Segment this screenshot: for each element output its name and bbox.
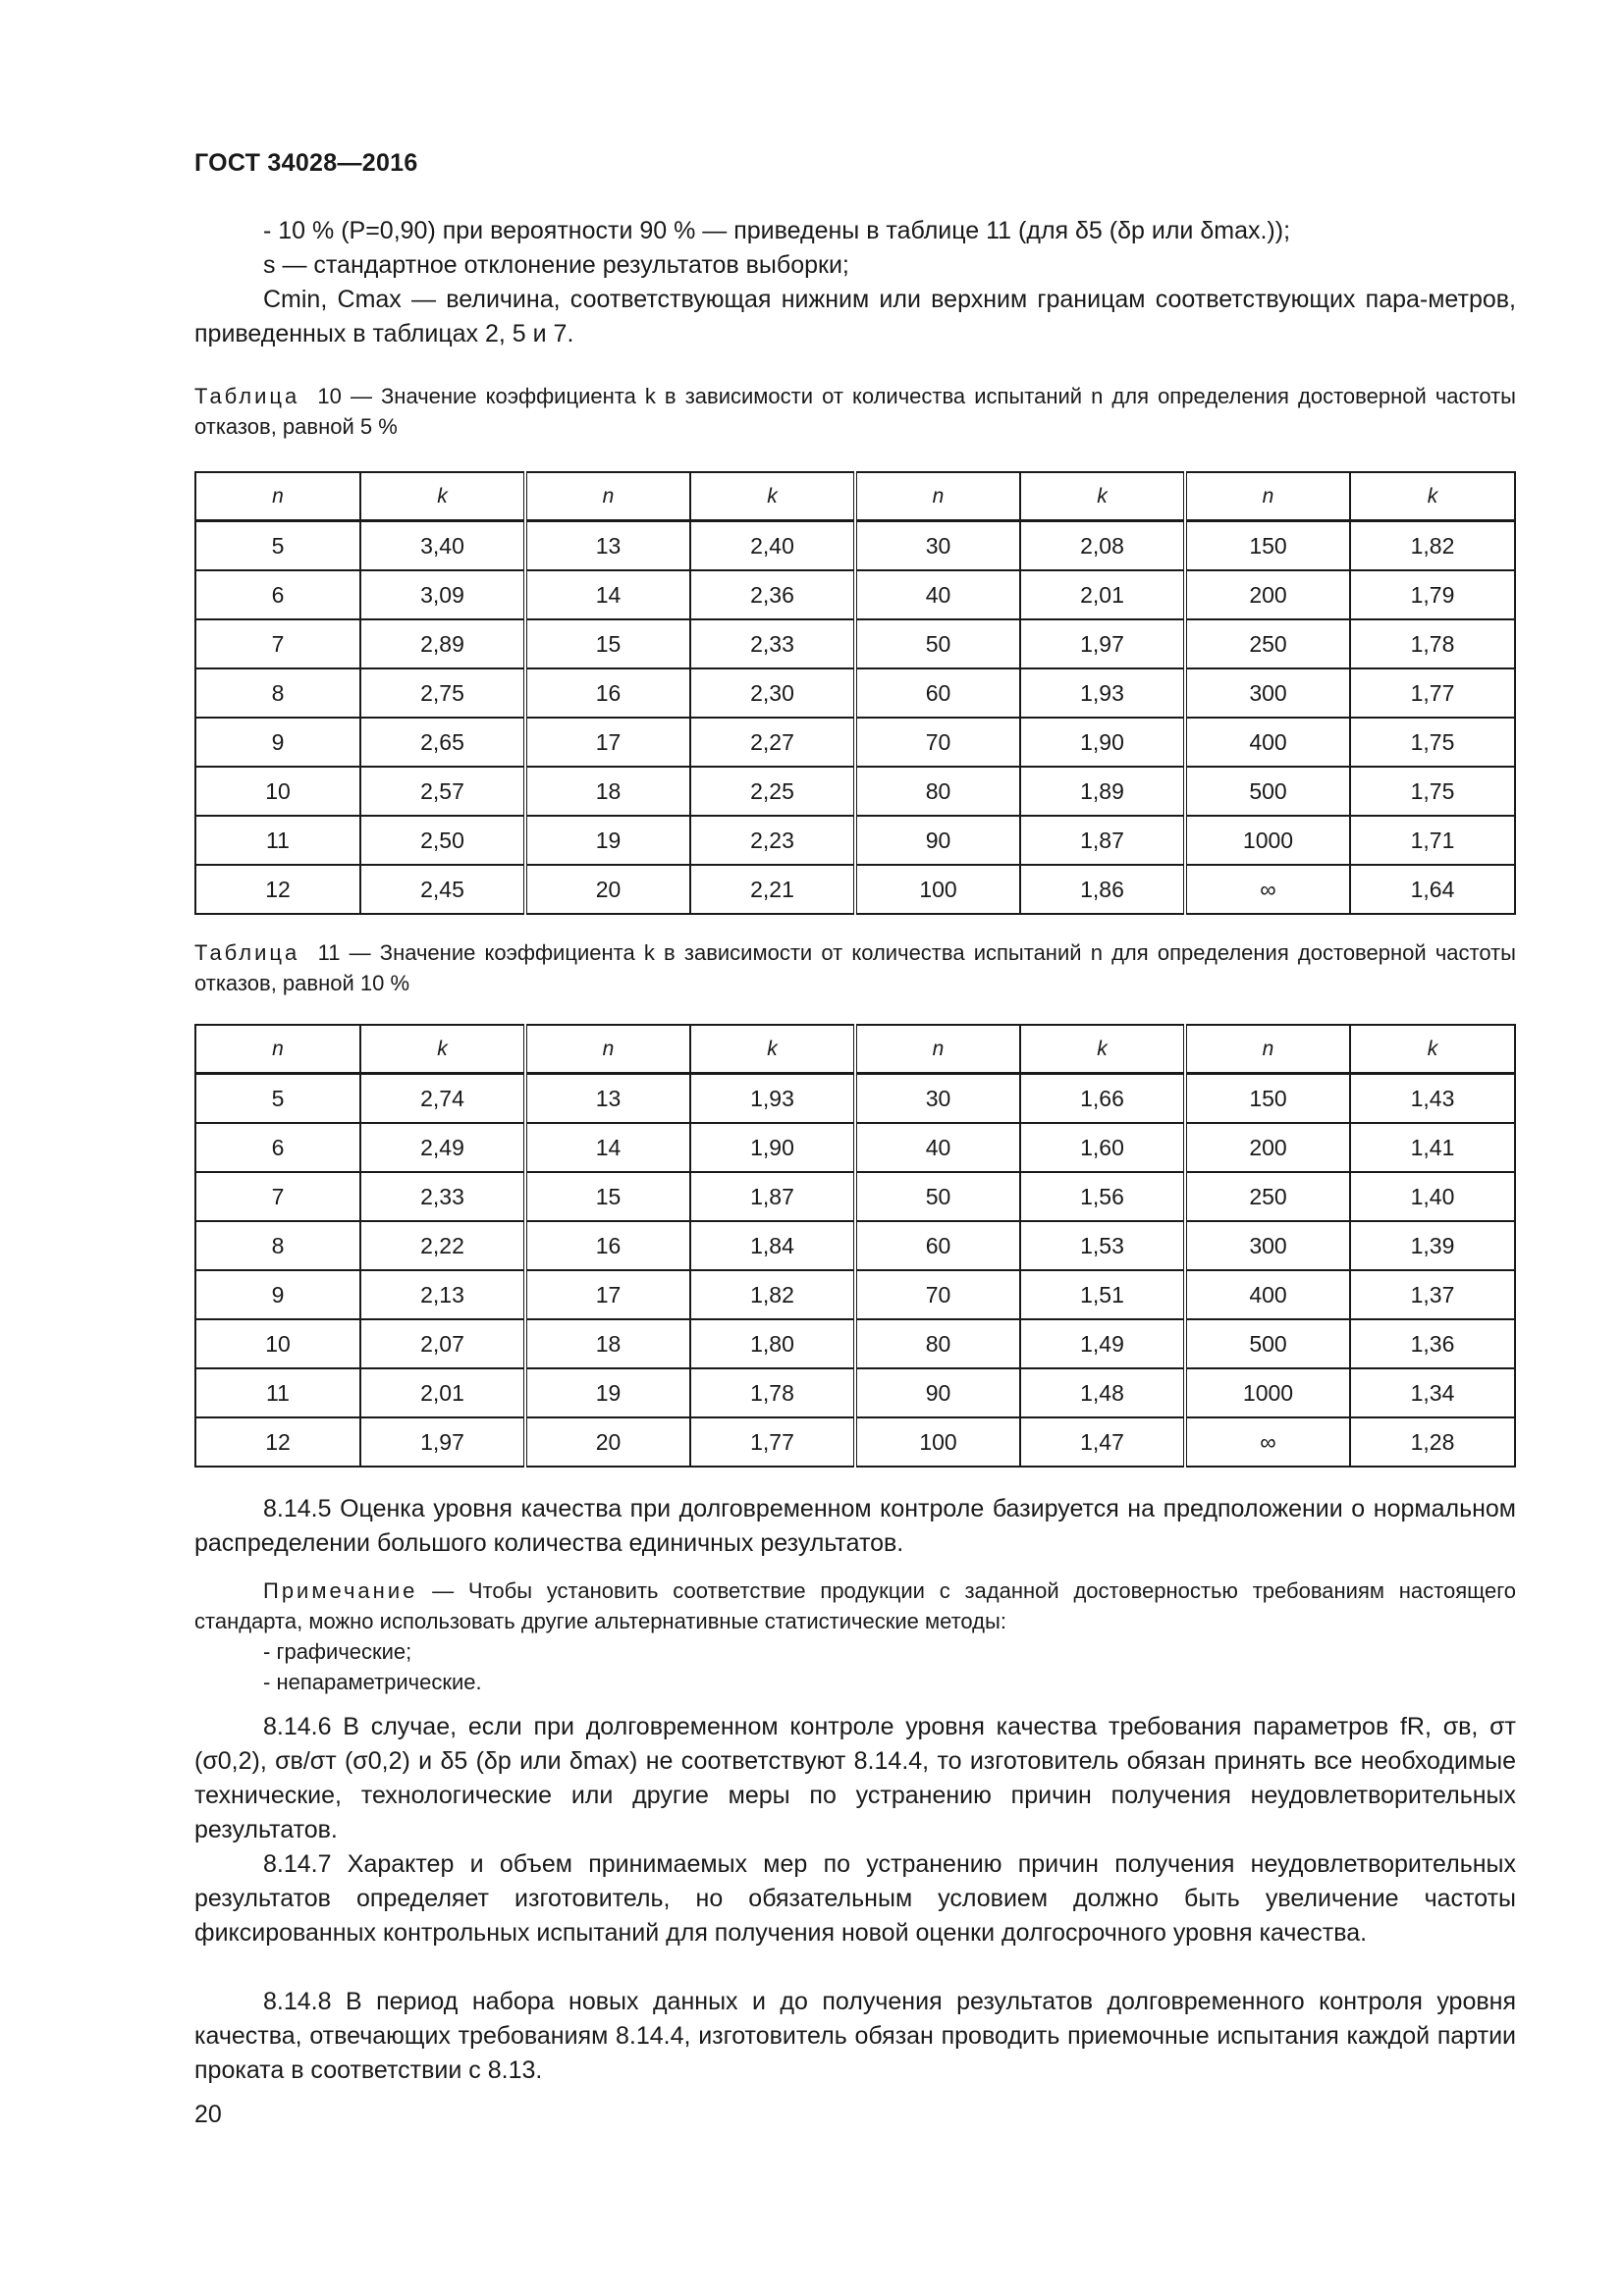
table-cell: 1,75 — [1350, 767, 1515, 816]
table-cell: 15 — [525, 1172, 690, 1221]
table11-header-k: k — [1350, 1025, 1515, 1074]
table-cell: 1,78 — [690, 1368, 855, 1417]
table-cell: 20 — [525, 1417, 690, 1467]
table-cell: 1,87 — [690, 1172, 855, 1221]
table-cell: 2,75 — [360, 668, 525, 718]
table-cell: 2,57 — [360, 767, 525, 816]
table-row — [195, 1123, 1515, 1172]
table-cell: 18 — [525, 1319, 690, 1368]
table-cell: 3,09 — [360, 570, 525, 619]
table-cell: 16 — [525, 1221, 690, 1270]
table-cell: 500 — [1185, 767, 1350, 816]
table-cell: 300 — [1185, 1221, 1350, 1270]
table-cell: 6 — [195, 1123, 360, 1172]
table-cell: 1,37 — [1350, 1270, 1515, 1319]
table11-header-k: k — [360, 1025, 525, 1074]
table10-header-n: n — [525, 472, 690, 521]
table-cell: 400 — [1185, 718, 1350, 767]
table-cell: 250 — [1185, 1172, 1350, 1221]
table-cell: 30 — [855, 521, 1020, 571]
table-cell: 1,82 — [1350, 521, 1515, 571]
table-cell: 9 — [195, 718, 360, 767]
table-cell: 1,89 — [1020, 767, 1185, 816]
table-cell: 2,01 — [360, 1368, 525, 1417]
table-cell: 2,23 — [690, 816, 855, 865]
table-cell: 1,48 — [1020, 1368, 1185, 1417]
table-cell: 2,25 — [690, 767, 855, 816]
table10-header-n: n — [855, 472, 1020, 521]
intro-line-1: - 10 % (P=0,90) при вероятности 90 % — приведены в таблице 11 (для δ5 (δp или δmax.)); — [263, 217, 1291, 244]
table-cell: 500 — [1185, 1319, 1350, 1368]
table-cell: 5 — [195, 521, 360, 571]
note-label: Примечание — [263, 1578, 418, 1603]
table-cell: 1,56 — [1020, 1172, 1185, 1221]
table-cell: 1,43 — [1350, 1074, 1515, 1124]
table-cell: 40 — [855, 1123, 1020, 1172]
table-cell: 11 — [195, 1368, 360, 1417]
table11-header-n: n — [1185, 1025, 1350, 1074]
table-cell: 1000 — [1185, 816, 1350, 865]
table-cell: 90 — [855, 816, 1020, 865]
table-row — [195, 718, 1515, 767]
table-cell: 1,77 — [690, 1417, 855, 1467]
intro-line-2: s — стандартное отклонение результатов выборки; — [263, 251, 849, 279]
table-row — [195, 1172, 1515, 1221]
table-cell: 17 — [525, 718, 690, 767]
table-cell: 7 — [195, 1172, 360, 1221]
table-cell: 10 — [195, 767, 360, 816]
table-cell: 200 — [1185, 570, 1350, 619]
table-cell: 13 — [525, 521, 690, 571]
table-cell: 50 — [855, 1172, 1020, 1221]
table-cell: 1,79 — [1350, 570, 1515, 619]
table-row — [195, 1417, 1515, 1467]
table-cell: 2,33 — [360, 1172, 525, 1221]
table-cell: 2,22 — [360, 1221, 525, 1270]
table-cell: 1,28 — [1350, 1417, 1515, 1467]
table-cell: 1,64 — [1350, 865, 1515, 914]
table-cell: 1,60 — [1020, 1123, 1185, 1172]
table-cell: 19 — [525, 816, 690, 865]
table-cell: 8 — [195, 1221, 360, 1270]
table-row — [195, 816, 1515, 865]
table11-caption-prefix: Таблица — [194, 940, 300, 965]
table-cell: 6 — [195, 570, 360, 619]
table-cell: 10 — [195, 1319, 360, 1368]
table-cell: 13 — [525, 1074, 690, 1124]
table11-caption — [194, 937, 1516, 998]
table-cell: 400 — [1185, 1270, 1350, 1319]
table-cell: 8 — [195, 668, 360, 718]
table11-header-n: n — [855, 1025, 1020, 1074]
table-cell: 1,34 — [1350, 1368, 1515, 1417]
table-cell: 15 — [525, 619, 690, 668]
table-cell: 18 — [525, 767, 690, 816]
table-cell: 1,39 — [1350, 1221, 1515, 1270]
table11-header-n: n — [525, 1025, 690, 1074]
table11-header-k: k — [1020, 1025, 1185, 1074]
table-cell: 1,66 — [1020, 1074, 1185, 1124]
document-header: ГОСТ 34028—2016 — [194, 149, 418, 177]
table-cell: ∞ — [1185, 1417, 1350, 1467]
table-cell: 20 — [525, 865, 690, 914]
table-row — [195, 1221, 1515, 1270]
table-cell: 5 — [195, 1074, 360, 1124]
table10-header-n: n — [1185, 472, 1350, 521]
table-cell: 12 — [195, 865, 360, 914]
table-10 — [194, 471, 1516, 915]
table-cell: 14 — [525, 570, 690, 619]
table-row — [195, 767, 1515, 816]
table-cell: 150 — [1185, 521, 1350, 571]
table-cell: 1,97 — [1020, 619, 1185, 668]
table-row — [195, 521, 1515, 571]
table-cell: 60 — [855, 668, 1020, 718]
table-row — [195, 865, 1515, 914]
table10-header-k: k — [690, 472, 855, 521]
note-item-2: - непараметрические. — [263, 1670, 482, 1694]
table-row — [195, 1368, 1515, 1417]
table-cell: 2,01 — [1020, 570, 1185, 619]
note-paragraph — [194, 1575, 1516, 1636]
table-cell: 2,30 — [690, 668, 855, 718]
table-cell: 250 — [1185, 619, 1350, 668]
table10-header-k: k — [1020, 472, 1185, 521]
table-cell: 1,51 — [1020, 1270, 1185, 1319]
table-cell: 70 — [855, 1270, 1020, 1319]
table11-header-row — [195, 1025, 1515, 1074]
table-cell: 1,93 — [690, 1074, 855, 1124]
table-cell: 3,40 — [360, 521, 525, 571]
table11-header-k: k — [690, 1025, 855, 1074]
table-cell: 1,86 — [1020, 865, 1185, 914]
table-cell: 100 — [855, 1417, 1020, 1467]
table-cell: ∞ — [1185, 865, 1350, 914]
table-cell: 70 — [855, 718, 1020, 767]
table-cell: 12 — [195, 1417, 360, 1467]
table-row — [195, 1319, 1515, 1368]
table-cell: 50 — [855, 619, 1020, 668]
section-8-14-8: 8.14.8 В период набора новых данных и до получения результатов долговременного контроля уровня качества, отвечающих требованиям 8.14.4, изготовитель обязан проводить приемочные испытания каждой партии проката в соответствии с 8.13. — [194, 1988, 1516, 2084]
table-cell: 1,36 — [1350, 1319, 1515, 1368]
table-row — [195, 668, 1515, 718]
table-row — [195, 1074, 1515, 1124]
table-cell: 1,82 — [690, 1270, 855, 1319]
note-text: — Чтобы установить соответствие продукции с заданной достоверностью требованиям настоящего стандарта, можно использовать другие альтернативные статистические методы: — [194, 1578, 1516, 1633]
table10-header-k: k — [1350, 472, 1515, 521]
table-cell: 40 — [855, 570, 1020, 619]
page-number: 20 — [194, 2101, 222, 2128]
section-8-14-7: 8.14.7 Характер и объем принимаемых мер по устранению причин получения неудовлетворительных результатов определяет изготовитель, но обязательным условием должно быть увеличение частоты фиксированных контрольных испытаний для получения новой оценки долгосрочного уровня качества. — [194, 1850, 1516, 1947]
table-cell: 2,49 — [360, 1123, 525, 1172]
table-cell: 1,93 — [1020, 668, 1185, 718]
table-cell: 1,90 — [690, 1123, 855, 1172]
table-cell: 2,89 — [360, 619, 525, 668]
table-cell: 1,77 — [1350, 668, 1515, 718]
table-cell: 150 — [1185, 1074, 1350, 1124]
table-cell: 1,53 — [1020, 1221, 1185, 1270]
table10-caption-prefix: Таблица — [194, 384, 300, 408]
table-cell: 7 — [195, 619, 360, 668]
table-cell: 1,49 — [1020, 1319, 1185, 1368]
table-cell: 2,74 — [360, 1074, 525, 1124]
table-cell: 30 — [855, 1074, 1020, 1124]
table-cell: 2,33 — [690, 619, 855, 668]
table-cell: 2,27 — [690, 718, 855, 767]
table-row — [195, 570, 1515, 619]
table-cell: 2,40 — [690, 521, 855, 571]
table10-header-n: n — [195, 472, 360, 521]
table-cell: 1,41 — [1350, 1123, 1515, 1172]
table11-header-n: n — [195, 1025, 360, 1074]
table-cell: 11 — [195, 816, 360, 865]
table-cell: 2,13 — [360, 1270, 525, 1319]
table-cell: 2,21 — [690, 865, 855, 914]
table-cell: 2,45 — [360, 865, 525, 914]
table-cell: 80 — [855, 1319, 1020, 1368]
table-cell: 1,40 — [1350, 1172, 1515, 1221]
table-cell: 2,65 — [360, 718, 525, 767]
intro-block — [194, 214, 1516, 351]
note-block — [194, 1575, 1516, 1697]
intro-line-3: Cmin, Cmax — величина, соответствующая нижним или верхним границам соответствующих пара-метров, приведенных в таблицах 2, 5 и 7. — [194, 286, 1516, 347]
table-cell: 1,78 — [1350, 619, 1515, 668]
table-cell: 1,90 — [1020, 718, 1185, 767]
table-cell: 2,50 — [360, 816, 525, 865]
table-cell: 80 — [855, 767, 1020, 816]
table-cell: 2,36 — [690, 570, 855, 619]
table-cell: 90 — [855, 1368, 1020, 1417]
table-cell: 1,71 — [1350, 816, 1515, 865]
table-cell: 1,80 — [690, 1319, 855, 1368]
table-cell: 1000 — [1185, 1368, 1350, 1417]
table11-caption-text: 11 — Значение коэффициента k в зависимости от количества испытаний n для определения достоверной частоты отказов, равной 10 % — [194, 940, 1516, 995]
section-8-14-5: 8.14.5 Оценка уровня качества при долговременном контроле базируется на предположении о нормальном распределении большого количества единичных результатов. — [194, 1495, 1516, 1557]
note-item-1: - графические; — [263, 1639, 412, 1664]
table-row — [195, 619, 1515, 668]
table-cell: 60 — [855, 1221, 1020, 1270]
table-11 — [194, 1024, 1516, 1468]
table-cell: 200 — [1185, 1123, 1350, 1172]
table-cell: 1,75 — [1350, 718, 1515, 767]
table-cell: 2,08 — [1020, 521, 1185, 571]
table10-header-row — [195, 472, 1515, 521]
table-row — [195, 1270, 1515, 1319]
table-cell: 9 — [195, 1270, 360, 1319]
table10-header-k: k — [360, 472, 525, 521]
table-cell: 19 — [525, 1368, 690, 1417]
table-cell: 2,07 — [360, 1319, 525, 1368]
table-cell: 16 — [525, 668, 690, 718]
table-cell: 100 — [855, 865, 1020, 914]
table-cell: 1,84 — [690, 1221, 855, 1270]
table-cell: 300 — [1185, 668, 1350, 718]
table10-caption-text: 10 — Значение коэффициента k в зависимости от количества испытаний n для определения достоверной частоты отказов, равной 5 % — [194, 384, 1516, 439]
table-cell: 14 — [525, 1123, 690, 1172]
table-cell: 17 — [525, 1270, 690, 1319]
table-cell: 1,87 — [1020, 816, 1185, 865]
table-cell: 1,47 — [1020, 1417, 1185, 1467]
table10-caption — [194, 381, 1516, 442]
section-8-14-6: 8.14.6 В случае, если при долговременном контроле уровня качества требования параметров fR, σв, σт (σ0,2), σв/σт (σ0,2) и δ5 (δp или δmax) не соответствуют 8.14.4, то изготовитель обязан принять все необходимые технические, технологические или другие меры по устранению причин получения неудовлетворительных результатов. — [194, 1713, 1516, 1843]
table-cell: 1,97 — [360, 1417, 525, 1467]
